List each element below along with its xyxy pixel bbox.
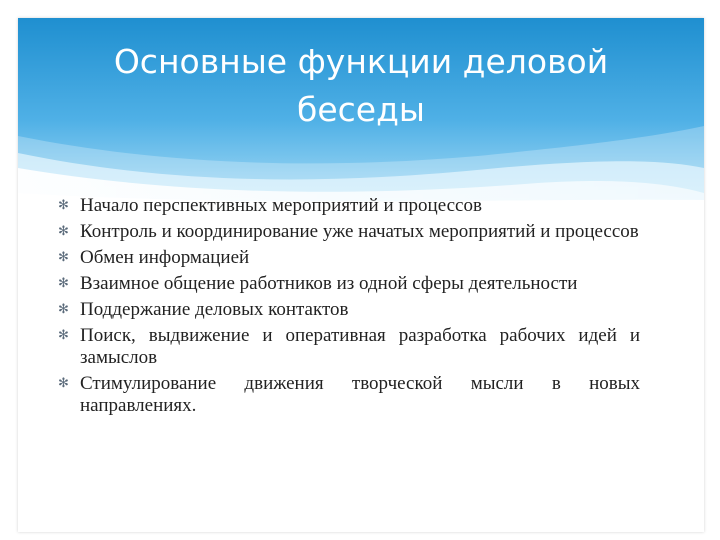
title-line-1: Основные функции деловой <box>113 42 609 81</box>
list-item-text: Контроль и координирование уже начатых мероприятий и процессов <box>80 221 639 242</box>
list-item-text: Взаимное общение работников из одной сферы деятельности <box>80 273 578 294</box>
asterisk-bullet-icon: ✻ <box>58 376 69 391</box>
page-title <box>18 38 704 134</box>
title-line-2: беседы <box>297 90 425 129</box>
asterisk-bullet-icon: ✻ <box>58 250 69 265</box>
list-item <box>58 221 640 243</box>
functions-list <box>58 195 640 421</box>
asterisk-bullet-icon: ✻ <box>58 224 69 239</box>
asterisk-bullet-icon: ✻ <box>58 302 69 317</box>
list-item-text: Поиск, выдвижение и оперативная разработка рабочих идей и замыслов <box>80 325 640 368</box>
asterisk-bullet-icon: ✻ <box>58 276 69 291</box>
title-banner <box>18 18 704 203</box>
list-item-text: Стимулирование движения творческой мысли в новых направлениях. <box>80 373 640 416</box>
list-item <box>58 299 640 321</box>
list-item-text: Поддержание деловых контактов <box>80 299 349 320</box>
list-item <box>58 273 640 295</box>
asterisk-bullet-icon: ✻ <box>58 328 69 343</box>
list-item-text: Обмен информацией <box>80 247 250 268</box>
list-item <box>58 373 640 417</box>
list-item-text: Начало перспективных мероприятий и процессов <box>80 195 482 216</box>
list-item <box>58 325 640 369</box>
list-item <box>58 247 640 269</box>
asterisk-bullet-icon: ✻ <box>58 198 69 213</box>
list-item <box>58 195 640 217</box>
